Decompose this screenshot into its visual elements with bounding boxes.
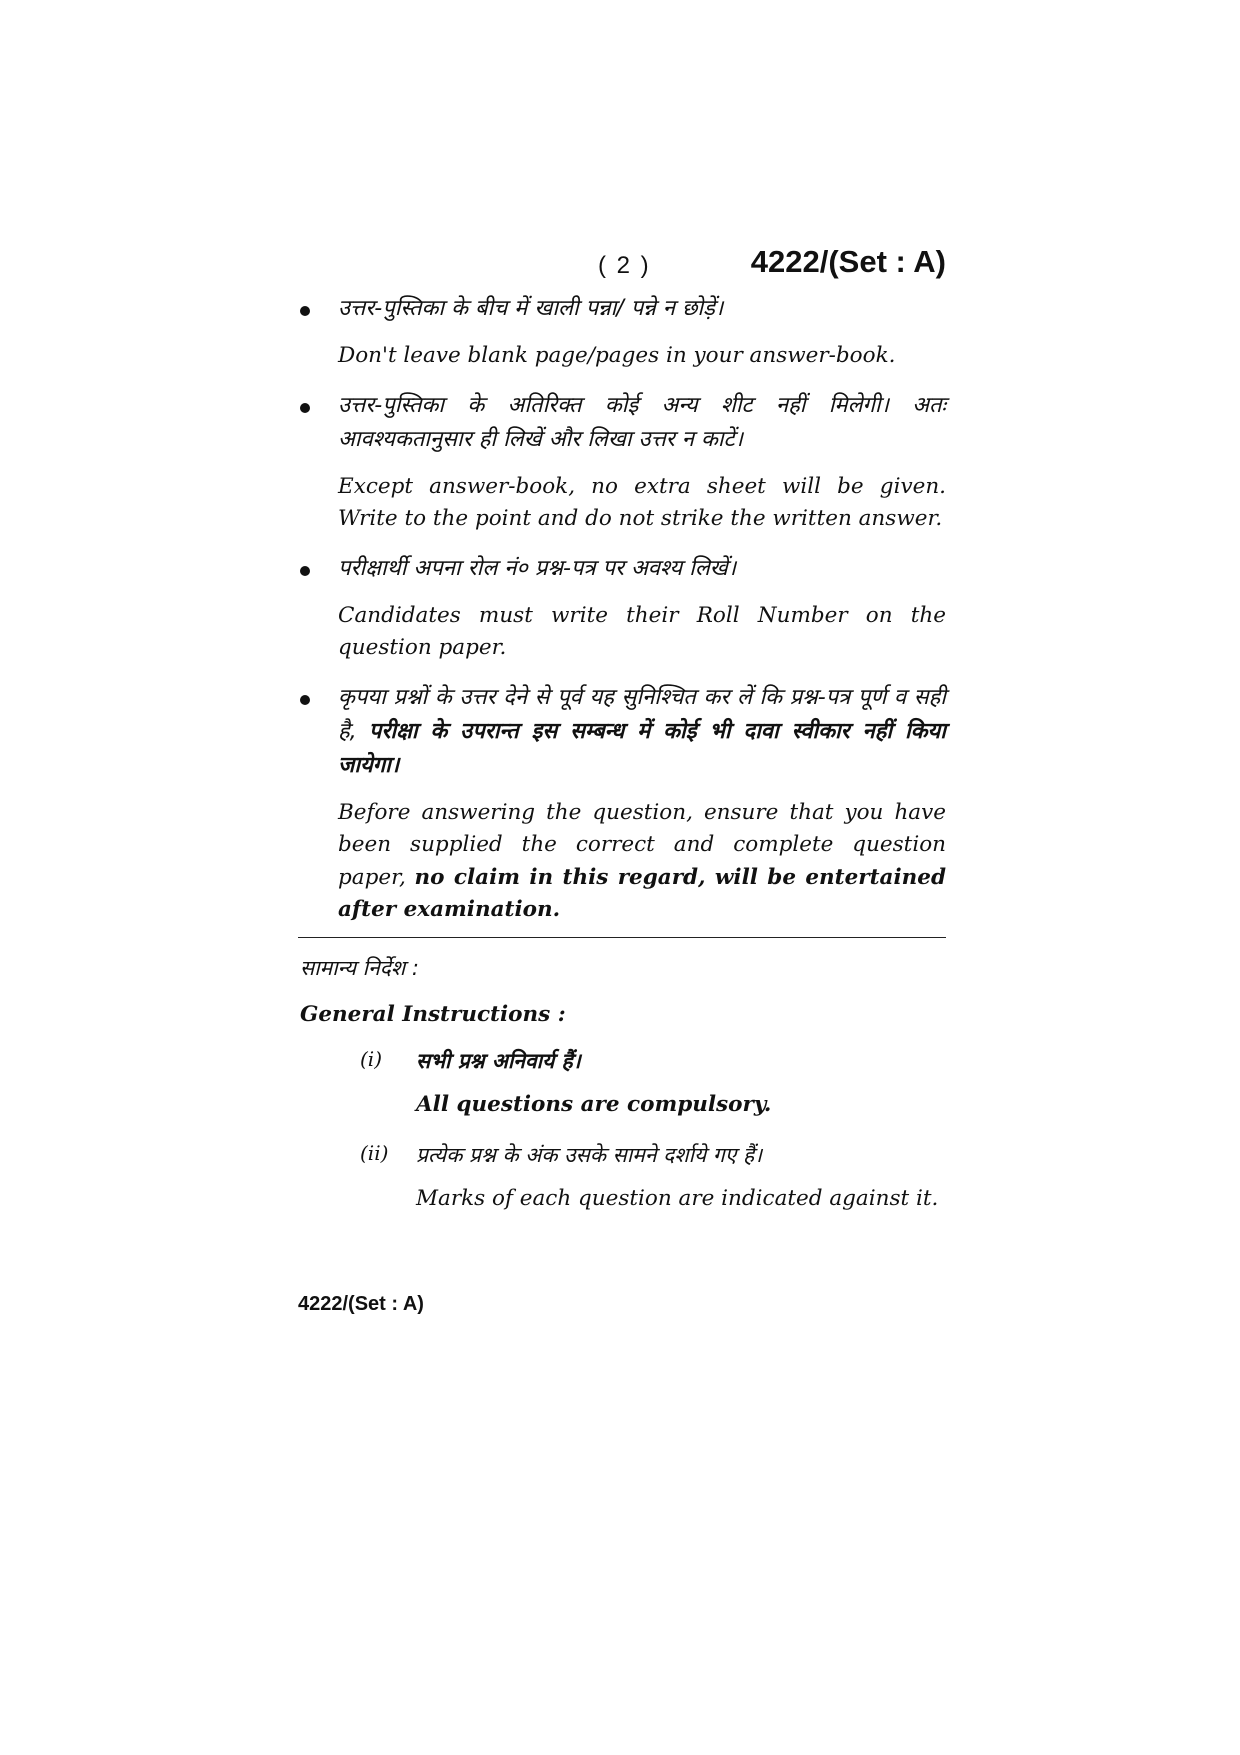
general-instructions-heading: General Instructions :	[300, 1001, 566, 1027]
bullet-dot-icon	[300, 403, 310, 413]
instruction-english: Don't leave blank page/pages in your answer-book.	[338, 343, 896, 368]
page-number: ( 2 )	[598, 252, 651, 279]
instruction-bullet	[298, 389, 946, 536]
instruction-number: (i)	[360, 1046, 383, 1071]
instruction-bullet	[298, 292, 946, 373]
instruction-hindi: प्रत्येक प्रश्न के अंक उसके सामने दर्शाये गए हैं।	[416, 1143, 763, 1167]
bullet-dot-icon	[300, 695, 310, 705]
instructions-content	[298, 292, 946, 1216]
general-instructions-heading-hindi: सामान्य निर्देश :	[300, 955, 419, 980]
instruction-hindi: परीक्षार्थी अपना रोल नं० प्रश्न-पत्र पर अवश्य लिखें।	[338, 555, 737, 581]
instruction-english: Candidates must write their Roll Number on the question paper.	[338, 602, 946, 660]
instruction-hindi: उत्तर-पुस्तिका के बीच में खाली पन्ना/ पन्ने न छोड़ें।	[338, 296, 724, 321]
instruction-hindi: उत्तर-पुस्तिका के अतिरिक्त कोई अन्य शीट नहीं मिलेगी। अतः आवश्यकतानुसार ही लिखें और लिखा उत्तर न काटें।	[338, 392, 946, 452]
general-instruction-item	[298, 1045, 946, 1122]
instruction-number: (ii)	[360, 1141, 389, 1165]
instruction-bullet	[298, 681, 946, 927]
instruction-english: All questions are compulsory.	[416, 1091, 772, 1117]
page-header	[0, 244, 1240, 288]
instruction-english-emphasis: no claim in this regard, will be entertained after examination.	[338, 864, 946, 922]
instruction-hindi-emphasis: परीक्षा के उपरान्त इस सम्बन्ध में कोई भी दावा स्वीकार नहीं किया जायेगा।	[338, 718, 947, 778]
footer-paper-code: 4222/(Set : A)	[298, 1293, 424, 1315]
section-divider	[298, 937, 946, 938]
instruction-bullet	[298, 552, 946, 665]
instruction-hindi: कृपया प्रश्नों के उत्तर देने से पूर्व यह सुनिश्चित कर लें कि प्रश्न-पत्र पूर्ण व सही है, परीक्षा के उपरान्त इस सम्बन्ध में कोई भी दावा स्वीकार नहीं किया जायेगा।	[338, 684, 947, 778]
bullet-dot-icon	[300, 306, 310, 316]
bullet-dot-icon	[300, 566, 310, 576]
instruction-english: Except answer-book, no extra sheet will be given. Write to the point and do not strike the written answer.	[338, 473, 946, 531]
paper-code: 4222/(Set : A)	[750, 244, 946, 279]
general-instruction-item	[298, 1139, 946, 1216]
instruction-english: Marks of each question are indicated against it.	[416, 1186, 939, 1211]
instruction-english: Before answering the question, ensure that you have been supplied the correct and complete question paper, no claim in this regard, will be entertained after examination.	[338, 799, 946, 922]
instruction-hindi: सभी प्रश्न अनिवार्य हैं।	[416, 1048, 581, 1073]
